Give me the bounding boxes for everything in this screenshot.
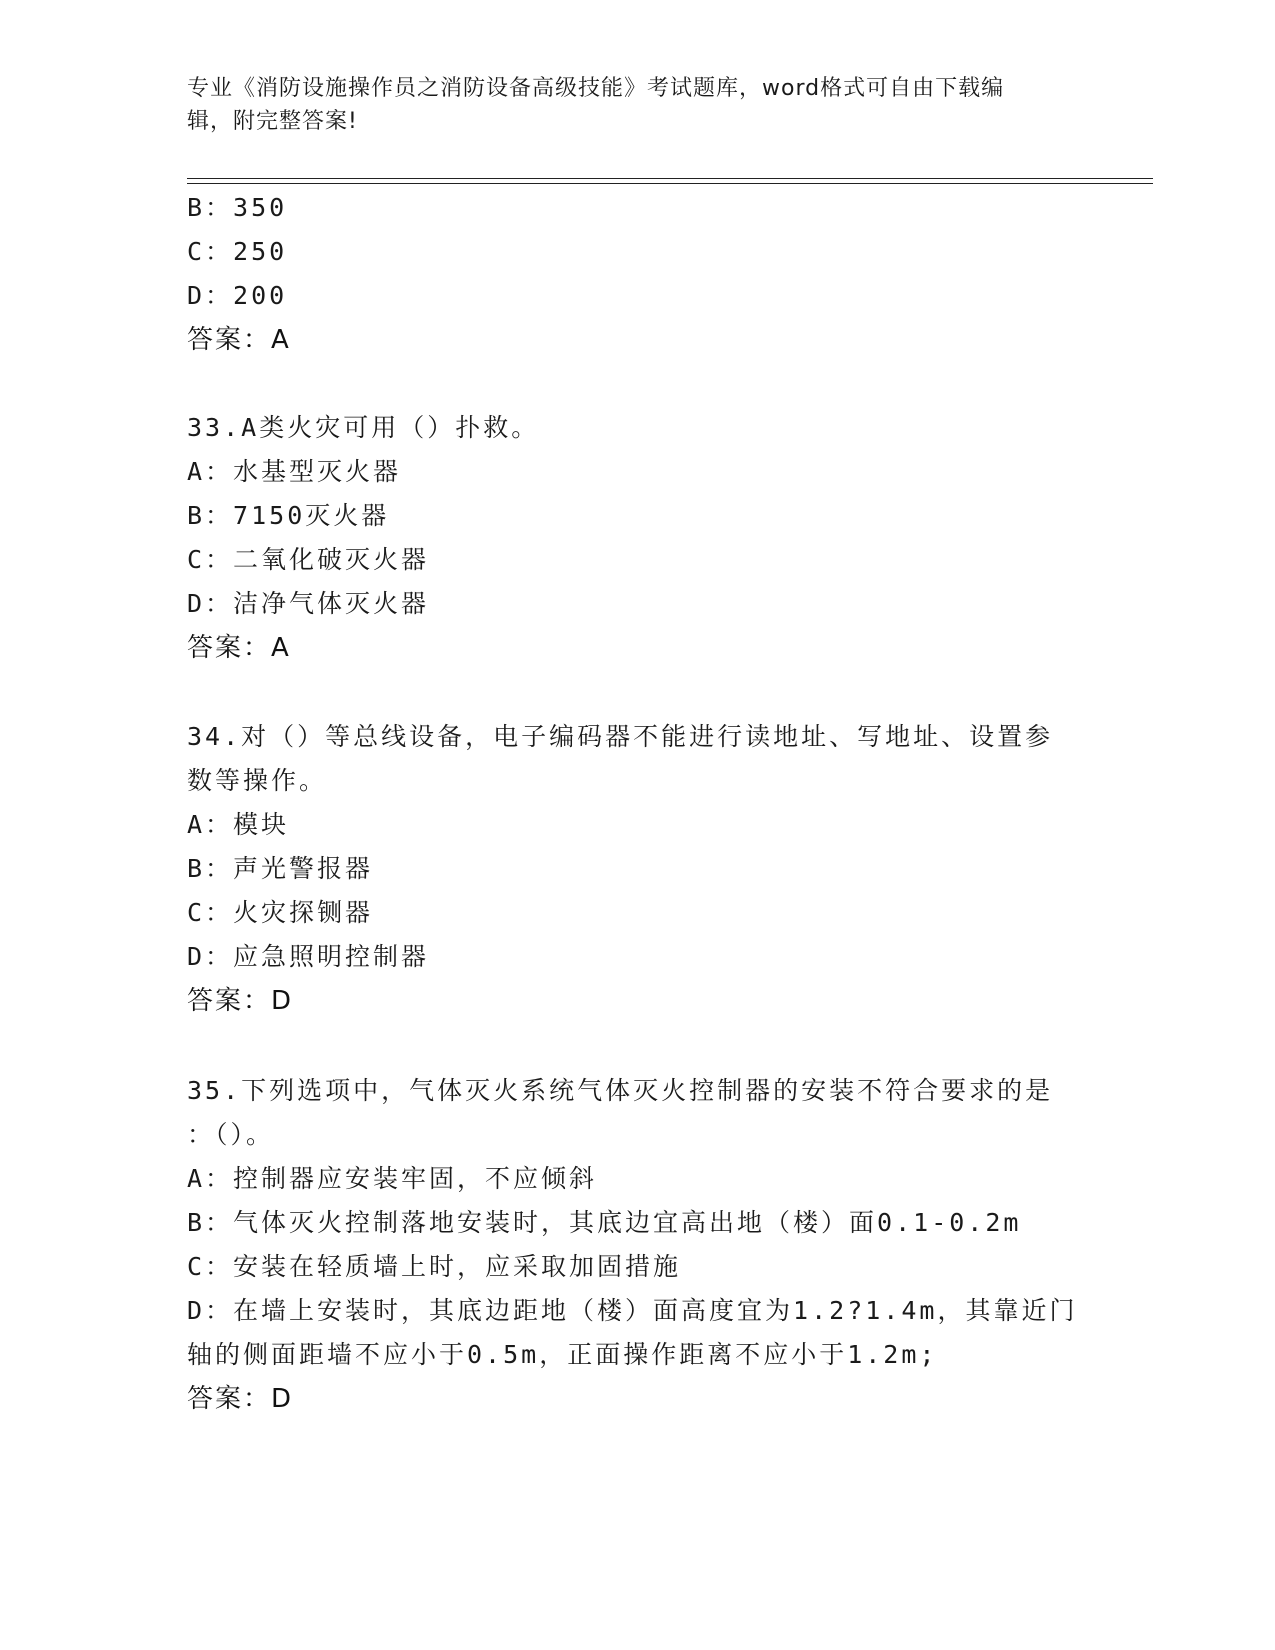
q35-option-c: C：安装在轻质墙上时，应采取加固措施 bbox=[187, 1252, 682, 1281]
q35-option-d-line-2: 轴的侧面距墙不应小于0.5m，正面操作距离不应小于1.2m; bbox=[187, 1340, 938, 1369]
q35-option-d: D：在墙上安装时，其底边距地（楼）面高度宜为1.2?1.4m，其靠近门 bbox=[187, 1296, 1078, 1325]
q34-stem-line-1: 34.对（）等总线设备，电子编码器不能进行读地址、写地址、设置参 bbox=[187, 722, 1054, 751]
q33-answer: 答案：A bbox=[187, 633, 291, 663]
q34-stem-line-2: 数等操作。 bbox=[187, 766, 328, 795]
q33-option-d: D：洁净气体灭火器 bbox=[187, 589, 430, 618]
header-rule-bottom bbox=[187, 183, 1153, 184]
q34-answer: 答案：D bbox=[187, 986, 294, 1016]
q34-option-a: A：模块 bbox=[187, 810, 290, 839]
header-line-1: 专业《消防设施操作员之消防设备高级技能》考试题库，word格式可自由下载编 bbox=[187, 76, 1005, 101]
q34-option-b: B：声光警报器 bbox=[187, 854, 374, 883]
q33-option-b: B：7150灭火器 bbox=[187, 501, 390, 530]
q35-stem-line-1: 35.下列选项中，气体灭火系统气体灭火控制器的安装不符合要求的是 bbox=[187, 1076, 1054, 1105]
header-line-2: 辑，附完整答案! bbox=[187, 109, 358, 134]
q32-option-d: D：200 bbox=[187, 281, 288, 310]
q35-option-b: B：气体灭火控制落地安装时，其底边宜高出地（楼）面0.1-0.2m bbox=[187, 1208, 1022, 1237]
q33-stem: 33.A类火灾可用（）扑救。 bbox=[187, 413, 540, 442]
q34-option-d: D：应急照明控制器 bbox=[187, 942, 430, 971]
document-header bbox=[187, 72, 1087, 138]
q33-option-c: C：二氧化破灭火器 bbox=[187, 545, 430, 574]
header-rule-top bbox=[187, 178, 1153, 179]
q32-answer: 答案：A bbox=[187, 325, 291, 355]
q34-option-c: C：火灾探铡器 bbox=[187, 898, 374, 927]
q35-answer: 答案：D bbox=[187, 1384, 294, 1414]
q33-option-a: A：水基型灭火器 bbox=[187, 457, 402, 486]
q32-option-c: C：250 bbox=[187, 237, 288, 266]
q32-option-b: B：350 bbox=[187, 193, 288, 222]
q35-stem-line-2: ：（）。 bbox=[187, 1120, 275, 1149]
q35-option-a: A：控制器应安装牢固，不应倾斜 bbox=[187, 1164, 598, 1193]
